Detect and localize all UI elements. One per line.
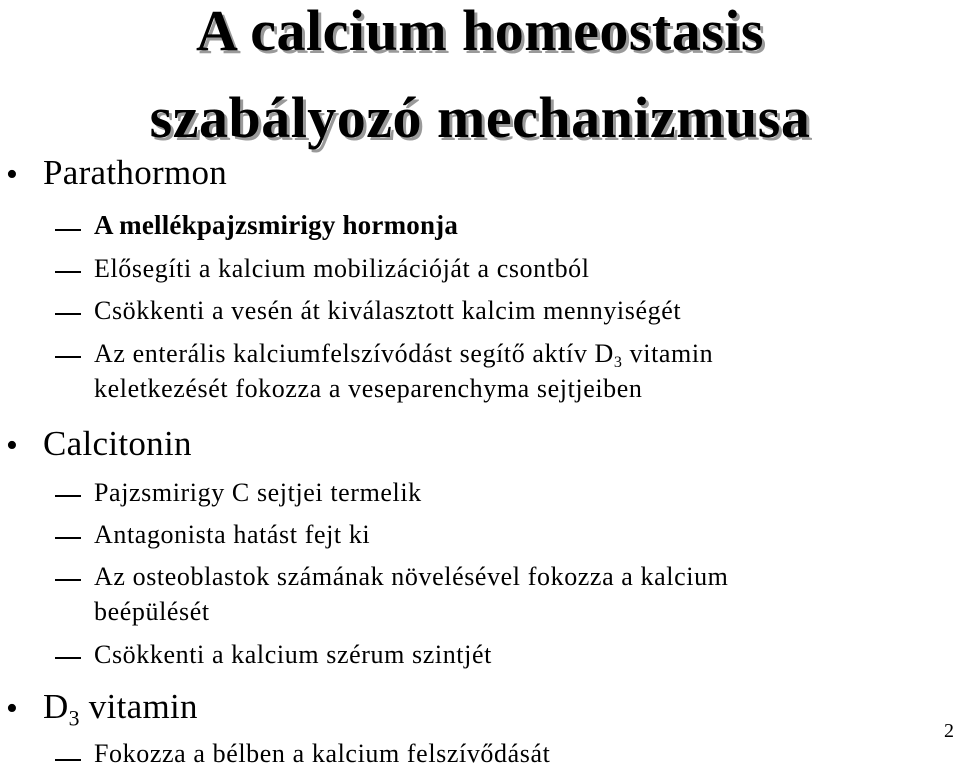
subscript: 3 bbox=[613, 353, 623, 371]
section-heading: Parathormon bbox=[43, 153, 228, 192]
list-item: Csökkenti a kalcium szérum szintjét bbox=[94, 640, 492, 669]
section-heading bbox=[43, 689, 198, 730]
slide-title-line-1: A calcium homeostasis bbox=[196, 0, 764, 63]
dash-bullet-icon bbox=[55, 579, 81, 581]
subscript: 3 bbox=[68, 706, 80, 731]
section-heading: Calcitonin bbox=[43, 424, 192, 463]
dash-bullet-icon bbox=[55, 495, 81, 497]
bullet-dot-icon: • bbox=[6, 156, 18, 193]
list-item: Pajzsmirigy C sejtjei termelik bbox=[94, 478, 422, 507]
list-item: Antagonista hatást fejt ki bbox=[94, 520, 371, 549]
dash-bullet-icon bbox=[55, 356, 81, 358]
section-heading-text: vitamin bbox=[79, 687, 198, 726]
list-item-text: vitamin bbox=[622, 339, 714, 368]
dash-bullet-icon bbox=[55, 657, 81, 659]
bullet-dot-icon: • bbox=[6, 427, 18, 464]
list-item: Elősegíti a kalcium mobilizációját a csontból bbox=[94, 254, 590, 283]
list-item-continuation: keletkezését fokozza a veseparenchyma sejtjeiben bbox=[94, 374, 643, 403]
dash-bullet-icon bbox=[55, 537, 81, 539]
section-heading-text: D bbox=[43, 687, 69, 726]
page-number: 2 bbox=[944, 720, 954, 742]
list-item: Csökkenti a vesén át kiválasztott kalcim mennyiségét bbox=[94, 296, 682, 325]
bullet-dot-icon: • bbox=[6, 690, 18, 727]
list-item-text: Az enterális kalciumfelszívódást segítő aktív D bbox=[94, 339, 614, 368]
list-item: Fokozza a bélben a kalcium felszívődását bbox=[94, 739, 551, 768]
dash-bullet-icon bbox=[55, 313, 81, 315]
list-item: A mellékpajzsmirigy hormonja bbox=[94, 210, 459, 240]
slide-title-line-2: szabályozó mechanizmusa bbox=[149, 85, 811, 150]
dash-bullet-icon bbox=[55, 759, 81, 761]
dash-bullet-icon bbox=[55, 229, 81, 231]
list-item: Az osteoblastok számának növelésével fokozza a kalcium bbox=[94, 562, 729, 591]
list-item bbox=[94, 341, 713, 371]
list-item-continuation: beépülését bbox=[94, 597, 210, 626]
dash-bullet-icon bbox=[55, 271, 81, 273]
